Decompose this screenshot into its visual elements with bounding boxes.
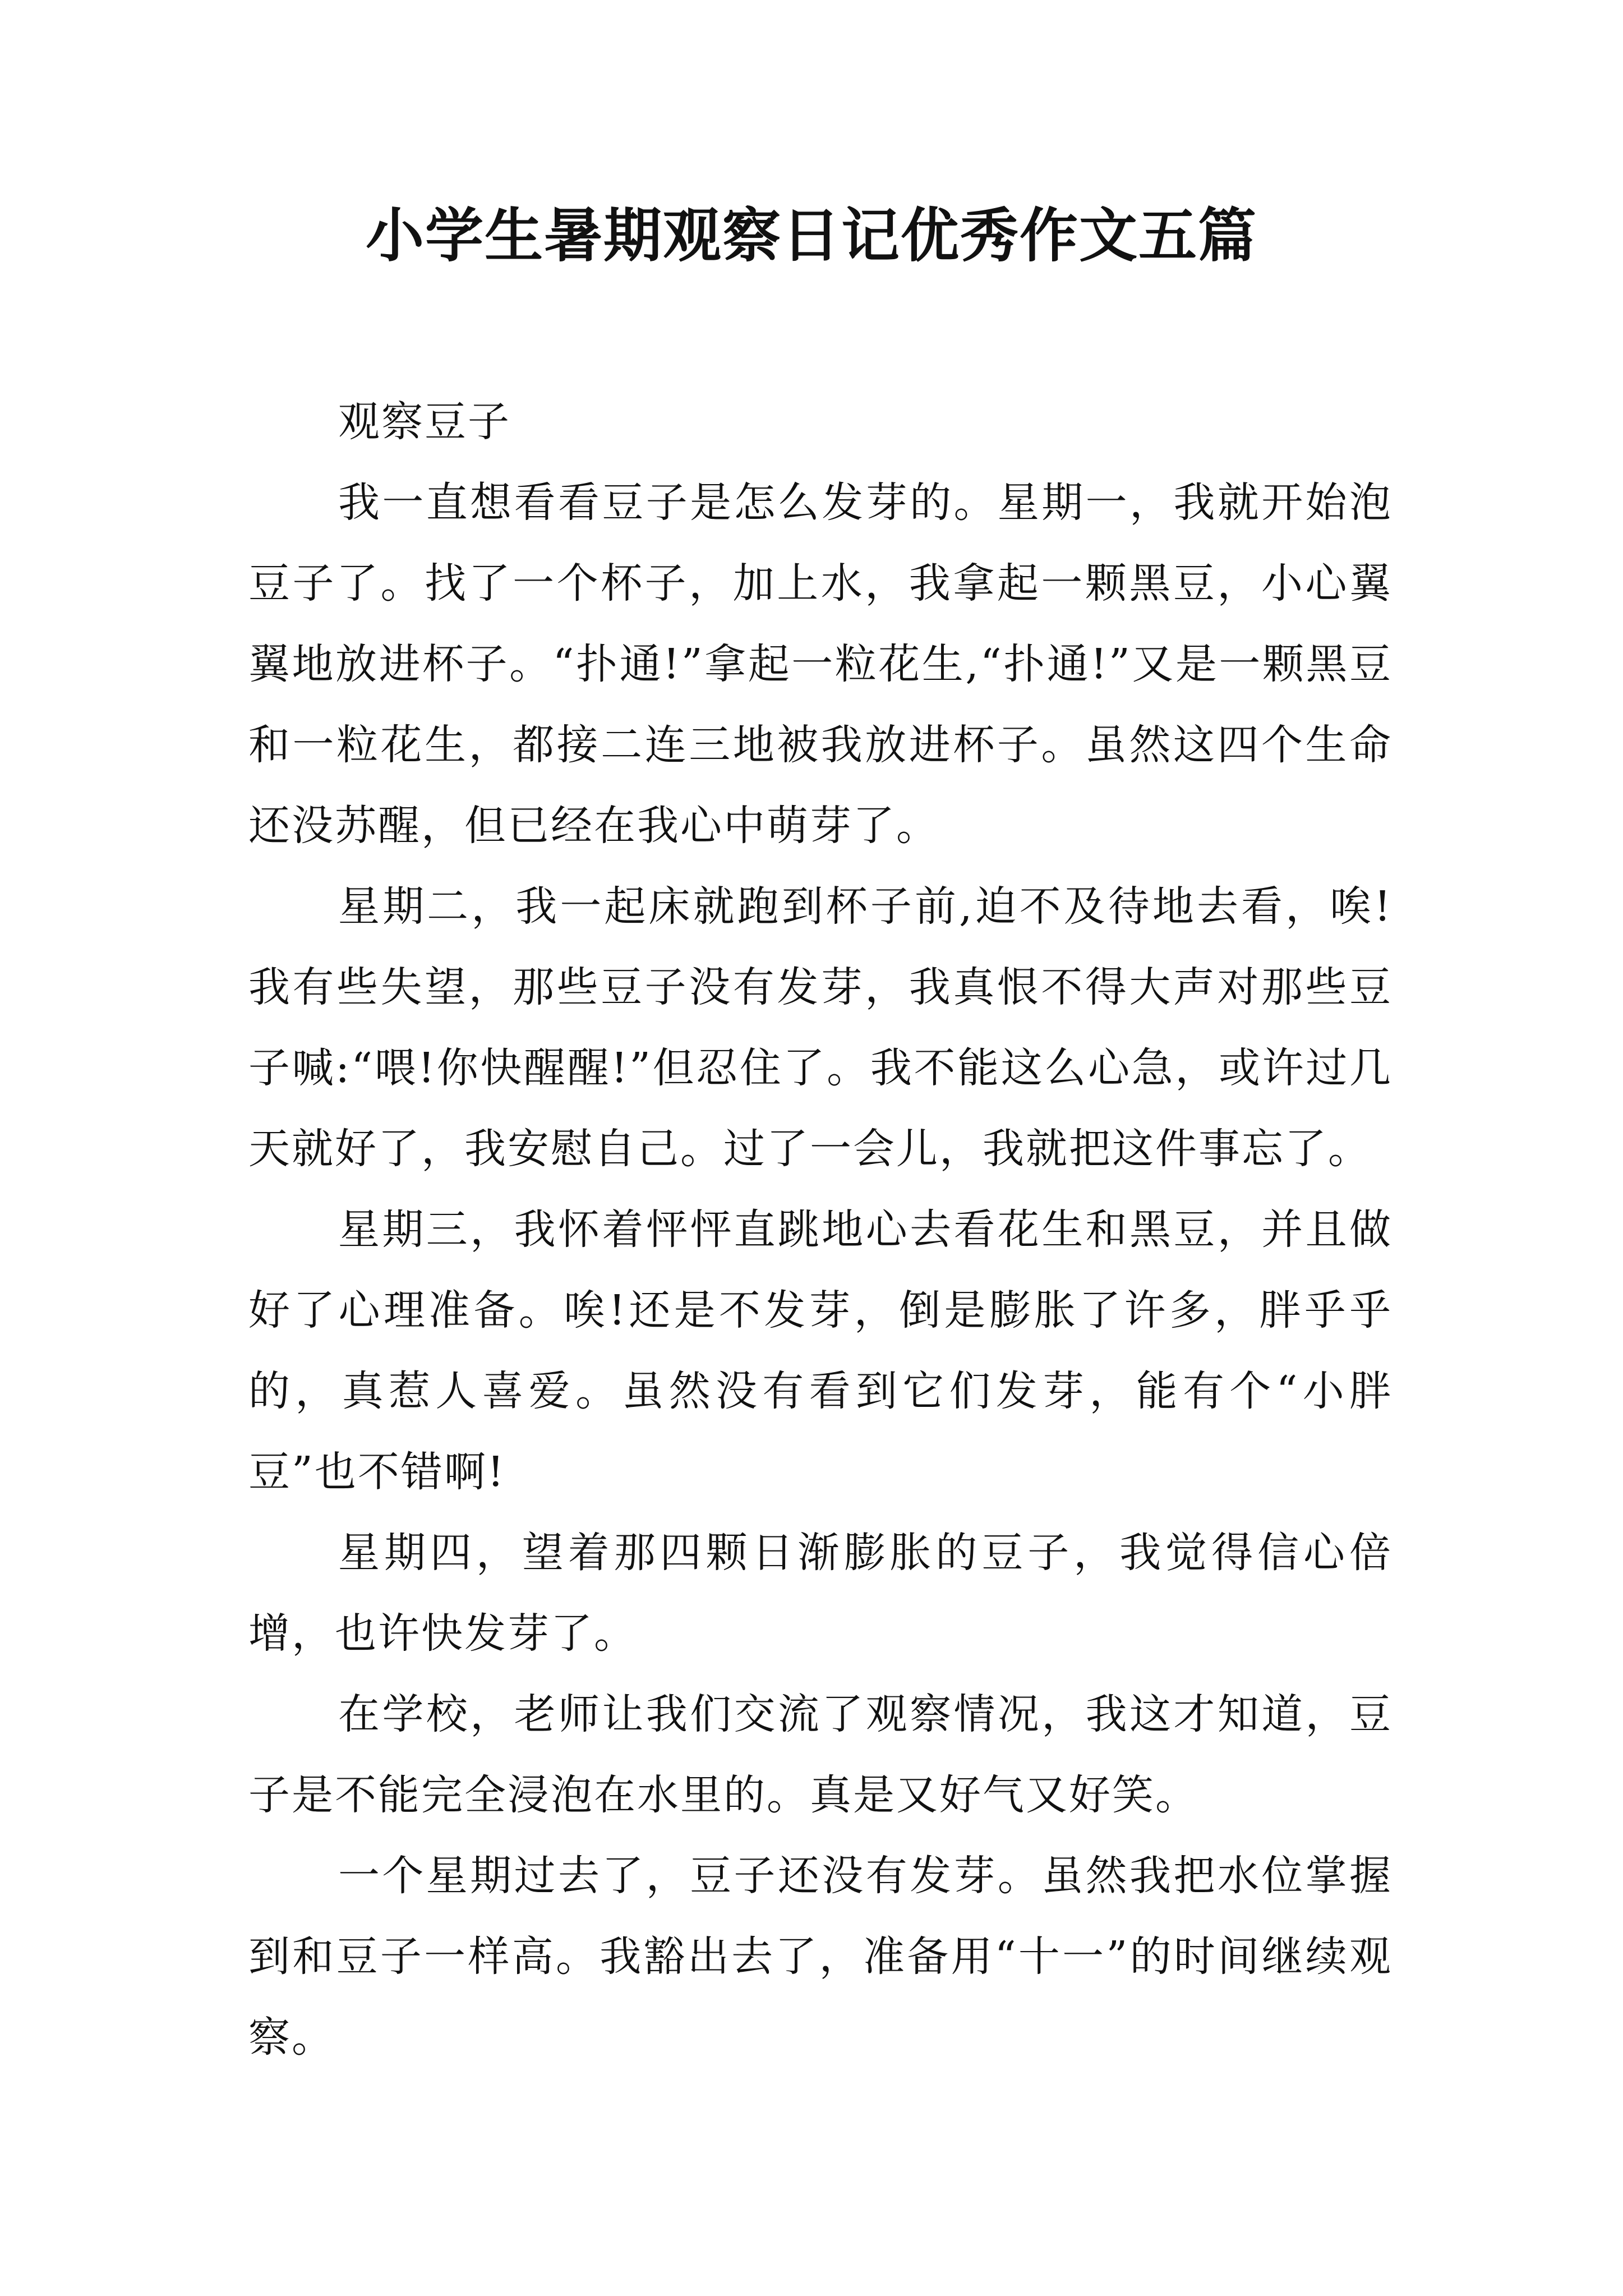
paragraph: 星期四，望着那四颗日渐膨胀的豆子，我觉得信心倍增，也许快发芽了。: [248, 1529, 1393, 1658]
paragraph: 星期三，我怀着怦怦直跳地心去看花生和黑豆，并且做好了心理准备。唉!还是不发芽，倒是膨胀了许多，胖乎乎的，真惹人喜爱。虽然没有看到它们发芽，能有个“小胖豆”也不错啊!: [248, 1205, 1393, 1496]
document-body: [248, 381, 1393, 2078]
document-title: 小学生暑期观察日记优秀作文五篇: [365, 201, 1257, 270]
paragraph: 一个星期过去了，豆子还没有发芽。虽然我把水位掌握到和豆子一样高。我豁出去了，准备用“十一”的时间继续观察。: [248, 1852, 1393, 2062]
paragraph: 在学校，老师让我们交流了观察情况，我这才知道，豆子是不能完全浸泡在水里的。真是又好气又好笑。: [248, 1690, 1393, 1819]
paragraph: 星期二，我一起床就跑到杯子前,迫不及待地去看，唉!我有些失望，那些豆子没有发芽，我真恨不得大声对那些豆子喊:“喂!你快醒醒!”但忍住了。我不能这么心急，或许过几天就好了，我安慰自己。过了一会儿，我就把这件事忘了。: [248, 882, 1393, 1173]
section-heading: 观察豆子: [338, 398, 511, 446]
paragraph: 我一直想看看豆子是怎么发芽的。星期一，我就开始泡豆子了。找了一个杯子，加上水，我拿起一颗黑豆，小心翼翼地放进杯子。“扑通!”拿起一粒花生,“扑通!”又是一颗黑豆和一粒花生，都接二连三地被我放进杯子。虽然这四个生命还没苏醒，但已经在我心中萌芽了。: [248, 478, 1393, 850]
